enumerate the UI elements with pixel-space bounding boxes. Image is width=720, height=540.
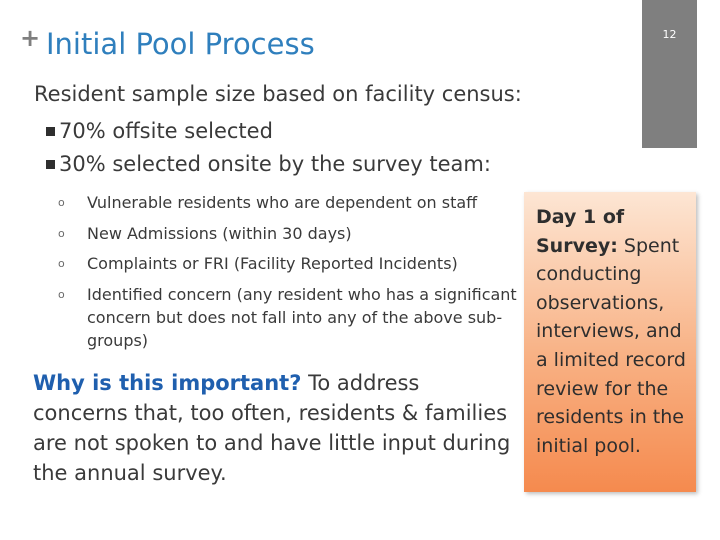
circle-bullet-icon: o: [58, 257, 65, 270]
square-bullet-icon: [46, 127, 55, 136]
square-bullet-icon: [46, 160, 55, 169]
bullet-offsite: [46, 117, 273, 145]
circle-bullet-icon: o: [58, 227, 65, 240]
sub-bullet-text: New Admissions (within 30 days): [87, 224, 352, 243]
plus-icon: +: [20, 24, 41, 52]
callout-heading: Day 1 of Survey:: [536, 206, 625, 257]
bullet-onsite: [46, 150, 491, 178]
circle-bullet-icon: o: [58, 288, 65, 301]
why-important-paragraph: [33, 368, 513, 488]
intro-text: Resident sample size based on facility census:: [34, 82, 522, 106]
sub-bullet-vulnerable: [58, 191, 520, 214]
why-text: To address concerns that, too often, residents & families are not spoken to and have little input during the annual survey.: [33, 371, 511, 485]
why-highlight: Why is this important?: [33, 371, 302, 395]
bullet-text: 70% offsite selected: [59, 119, 273, 143]
sub-bullet-complaints: [58, 252, 520, 275]
sub-bullet-text: Vulnerable residents who are dependent on staff: [87, 193, 478, 212]
sub-bullet-text: Complaints or FRI (Facility Reported Incidents): [87, 254, 458, 273]
day1-callout-box: [524, 192, 696, 492]
sub-bullet-admissions: [58, 222, 520, 245]
callout-text: Spent conducting observations, interviews, and a limited record review for the residents in the initial pool.: [536, 234, 686, 457]
bullet-text: 30% selected onsite by the survey team:: [59, 152, 491, 176]
slide-number-bar: [642, 0, 697, 148]
sub-bullet-text: Identified concern (any resident who has a significant concern but does not fall into any of the above sub-groups): [87, 285, 517, 350]
slide-number: 12: [662, 28, 677, 41]
sub-bullet-identified-concern: [58, 283, 520, 352]
slide-title: Initial Pool Process: [46, 27, 315, 61]
circle-bullet-icon: o: [58, 196, 65, 209]
